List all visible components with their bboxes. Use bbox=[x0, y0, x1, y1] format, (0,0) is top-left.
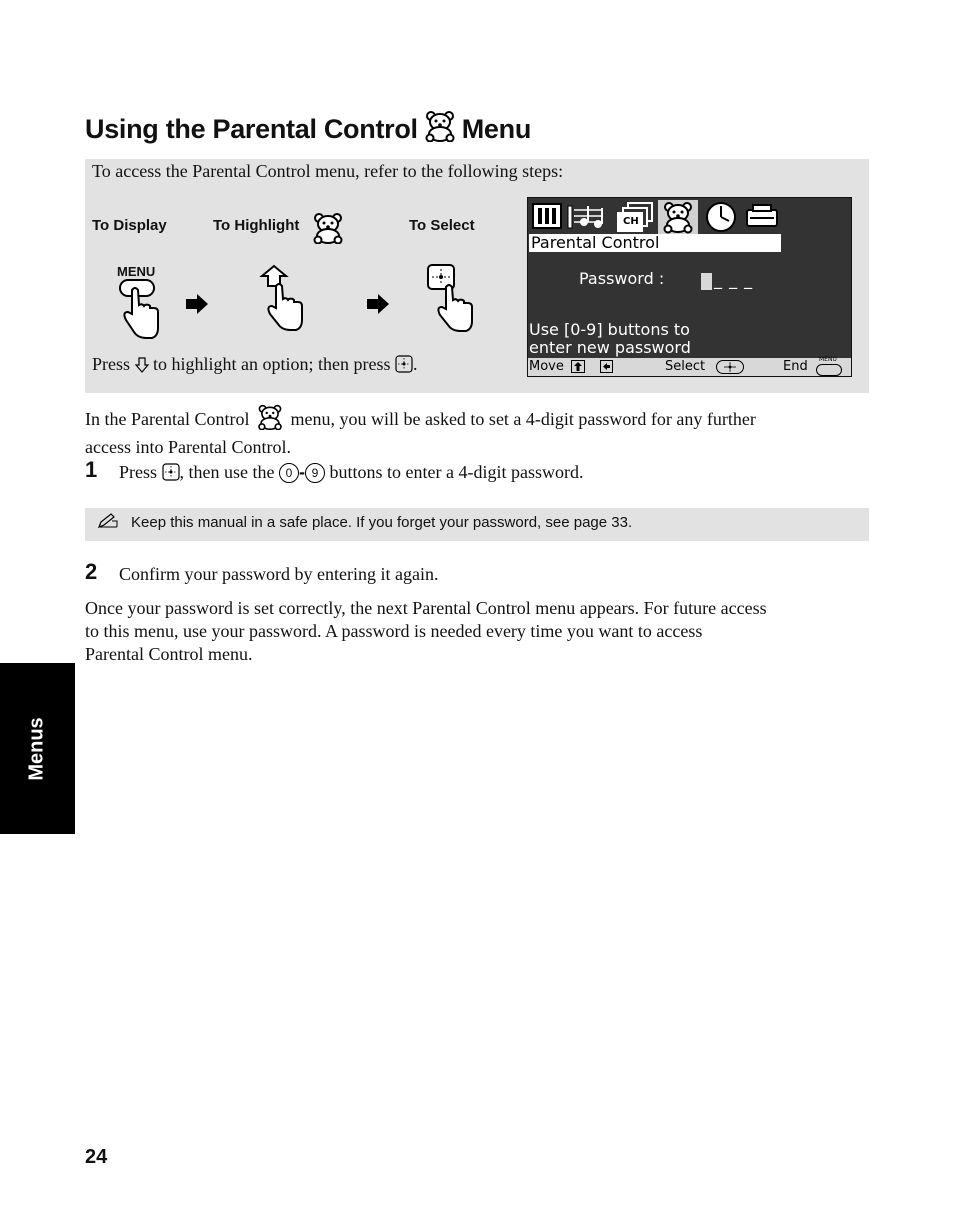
page-title bbox=[85, 110, 531, 149]
up-arrow-hand-icon bbox=[258, 264, 306, 337]
paragraph-text-rest: menu, you will be asked to set a 4-digit password for any further bbox=[290, 409, 756, 429]
section-side-tab bbox=[0, 663, 75, 834]
menu-button-label: MENU bbox=[117, 264, 156, 279]
select-button-icon bbox=[395, 355, 413, 373]
press-text-middle: to highlight an option; then press bbox=[153, 354, 391, 374]
pencil-note-icon bbox=[97, 513, 119, 534]
tv-instruction-line-1: Use [0-9] buttons to bbox=[529, 320, 690, 339]
menu-icon-bar bbox=[530, 200, 780, 234]
step-2-number: 2 bbox=[85, 559, 98, 584]
closing-line-3: Parental Control menu. bbox=[85, 644, 253, 664]
tv-footer-bar bbox=[528, 358, 851, 376]
menu-title: Parental Control bbox=[531, 233, 660, 252]
right-arrow-icon bbox=[367, 294, 389, 319]
select-button-icon bbox=[716, 360, 744, 379]
password-slots: _ _ _ bbox=[714, 270, 754, 289]
step-1-dash: - bbox=[299, 462, 305, 482]
footer-select-label: Select bbox=[665, 359, 706, 374]
step-1-press: Press bbox=[119, 462, 158, 482]
tv-menu-screen bbox=[527, 197, 852, 377]
channel-menu-icon bbox=[616, 200, 656, 234]
password-label: Password : bbox=[579, 269, 665, 288]
timer-menu-icon bbox=[704, 200, 738, 234]
page-title-text: Using the Parental Control bbox=[85, 114, 418, 144]
closing-line-1: Once your password is set correctly, the next Parental Control menu appears. For future access bbox=[85, 598, 767, 618]
digit-0-button-icon: 0 bbox=[279, 463, 299, 483]
paragraph-text: In the Parental Control bbox=[85, 409, 250, 429]
teddy-bear-icon bbox=[422, 110, 458, 149]
step-1-text bbox=[119, 461, 583, 484]
menu-button-icon bbox=[816, 363, 842, 381]
back-button-icon bbox=[600, 360, 613, 378]
channel-icon-label: CH bbox=[623, 216, 639, 227]
tv-instruction-line-2: enter new password bbox=[529, 338, 691, 357]
step-header-display: To Display bbox=[92, 217, 167, 234]
right-arrow-icon bbox=[186, 294, 208, 319]
video-menu-icon bbox=[530, 200, 564, 234]
step-1-number: 1 bbox=[85, 457, 98, 482]
step-1-end: buttons to enter a 4-digit password. bbox=[329, 462, 584, 482]
select-button-hand-icon bbox=[426, 263, 474, 338]
closing-line-2: to this menu, use your password. A password is needed every time you want to access bbox=[85, 621, 703, 641]
closing-paragraph bbox=[85, 597, 767, 666]
step-header-select: To Select bbox=[409, 217, 475, 234]
step-header-highlight: To Highlight bbox=[213, 217, 300, 234]
step-1-middle: , then use the bbox=[179, 462, 275, 482]
step-2-text: Confirm your password by entering it again. bbox=[119, 564, 439, 584]
footer-move-label: Move bbox=[529, 359, 564, 374]
footer-end-label: End bbox=[783, 359, 808, 374]
page-number: 24 bbox=[85, 1146, 108, 1168]
parental-control-menu-icon bbox=[658, 200, 698, 234]
section-side-tab-label: Menus bbox=[25, 717, 48, 781]
menu-button-hand-icon bbox=[118, 278, 162, 345]
audio-menu-icon bbox=[566, 200, 610, 234]
teddy-bear-icon bbox=[254, 404, 286, 436]
page-title-text-end: Menu bbox=[461, 114, 532, 144]
select-button-icon bbox=[162, 463, 180, 481]
password-cursor bbox=[701, 273, 712, 290]
down-arrow-icon bbox=[135, 357, 149, 373]
footer-menu-tiny-label: MENU bbox=[819, 356, 837, 363]
press-text: Press bbox=[92, 354, 131, 374]
teddy-bear-icon bbox=[310, 212, 346, 249]
digit-9-button-icon: 9 bbox=[305, 463, 325, 483]
intro-text: To access the Parental Control menu, refer to the following steps: bbox=[92, 161, 564, 181]
intro-paragraph bbox=[85, 404, 756, 459]
up-button-icon bbox=[571, 360, 585, 378]
paragraph-text-line2: access into Parental Control. bbox=[85, 437, 291, 457]
press-text-end: . bbox=[413, 354, 418, 374]
setup-menu-icon bbox=[744, 200, 780, 234]
highlight-instruction bbox=[92, 354, 418, 375]
note-text: Keep this manual in a safe place. If you forget your password, see page 33. bbox=[131, 514, 633, 531]
